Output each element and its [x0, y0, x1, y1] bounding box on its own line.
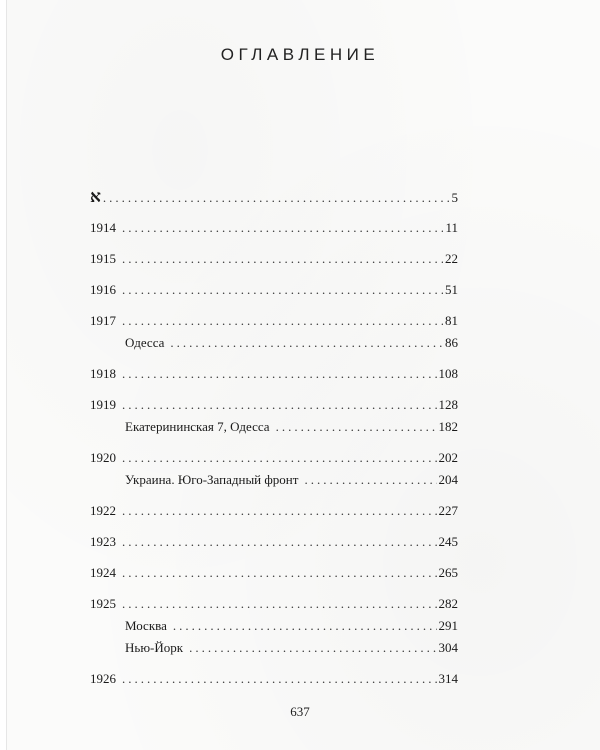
page-title: ОГЛАВЛЕНИЕ	[220, 45, 380, 64]
toc-entry	[90, 394, 458, 416]
toc-entry-page: 182	[438, 419, 458, 434]
toc-entry-label: 1920	[90, 450, 116, 465]
toc-entry-label: 1914	[90, 220, 116, 235]
dot-leader	[122, 668, 437, 690]
toc-subentry	[90, 332, 458, 354]
toc-subentry	[90, 416, 458, 438]
toc-entry-label: 1918	[90, 366, 116, 381]
toc-entry-page: 204	[438, 472, 458, 487]
toc-entry	[90, 531, 458, 553]
toc-subentry	[90, 469, 458, 491]
toc-entry-label: Москва	[125, 618, 167, 633]
toc-entry	[90, 447, 458, 469]
dot-leader	[122, 447, 437, 469]
dot-leader	[189, 637, 436, 659]
dot-leader	[170, 332, 443, 354]
toc-entry-page: 265	[438, 565, 458, 580]
dot-leader	[122, 531, 437, 553]
dot-leader	[122, 310, 443, 332]
toc-entry-page: 5	[451, 190, 458, 205]
toc-entry-page: 108	[438, 366, 458, 381]
toc-subentry	[90, 637, 458, 659]
toc-subentry	[90, 615, 458, 637]
toc-entry-page: 51	[445, 282, 458, 297]
toc-entry	[90, 562, 458, 584]
table-of-contents	[90, 186, 458, 690]
toc-entry	[90, 593, 458, 615]
toc-entry	[90, 217, 458, 239]
dot-leader	[122, 562, 437, 584]
toc-entry-label: 1924	[90, 565, 116, 580]
toc-entry-label: 1916	[90, 282, 116, 297]
toc-entry-label: א	[90, 187, 101, 207]
toc-entry-page: 304	[438, 640, 458, 655]
toc-entry-label: 1922	[90, 503, 116, 518]
toc-entry-page: 245	[438, 534, 458, 549]
dot-leader	[173, 615, 437, 637]
toc-entry-page: 227	[438, 503, 458, 518]
dot-leader	[122, 363, 437, 385]
toc-entry-label: 1923	[90, 534, 116, 549]
dot-leader	[122, 248, 443, 270]
toc-entry	[90, 668, 458, 690]
dot-leader	[122, 593, 437, 615]
page-edge	[0, 0, 7, 750]
toc-entry	[90, 310, 458, 332]
dot-leader	[276, 416, 437, 438]
toc-entry-page: 11	[445, 220, 458, 235]
toc-entry-label: 1917	[90, 313, 116, 328]
dot-leader	[304, 469, 436, 491]
toc-entry	[90, 500, 458, 522]
toc-entry-label: 1926	[90, 671, 116, 686]
toc-entry	[90, 363, 458, 385]
toc-entry-label: 1915	[90, 251, 116, 266]
toc-entry-label: Украина. Юго-Западный фронт	[125, 472, 299, 487]
toc-entry-label: Нью-Йорк	[125, 640, 184, 655]
toc-entry-page: 202	[438, 450, 458, 465]
dot-leader	[122, 500, 437, 522]
toc-entry-page: 291	[438, 618, 458, 633]
dot-leader	[103, 187, 450, 209]
toc-entry-page: 86	[445, 335, 458, 350]
toc-entry-page: 81	[445, 313, 458, 328]
dot-leader	[122, 279, 443, 301]
toc-entry-page: 128	[438, 397, 458, 412]
toc-entry-page: 314	[438, 671, 458, 686]
toc-entry-label: 1919	[90, 397, 116, 412]
toc-entry-label: 1925	[90, 596, 116, 611]
dot-leader	[122, 217, 443, 239]
toc-entry	[90, 186, 458, 208]
toc-entry-page: 282	[438, 596, 458, 611]
dot-leader	[122, 394, 437, 416]
toc-entry	[90, 248, 458, 270]
page-number: 637	[290, 704, 310, 719]
toc-entry	[90, 279, 458, 301]
toc-entry-page: 22	[445, 251, 458, 266]
toc-entry-label: Екатерининская 7, Одесса	[125, 419, 270, 434]
toc-entry-label: Одесса	[125, 335, 165, 350]
